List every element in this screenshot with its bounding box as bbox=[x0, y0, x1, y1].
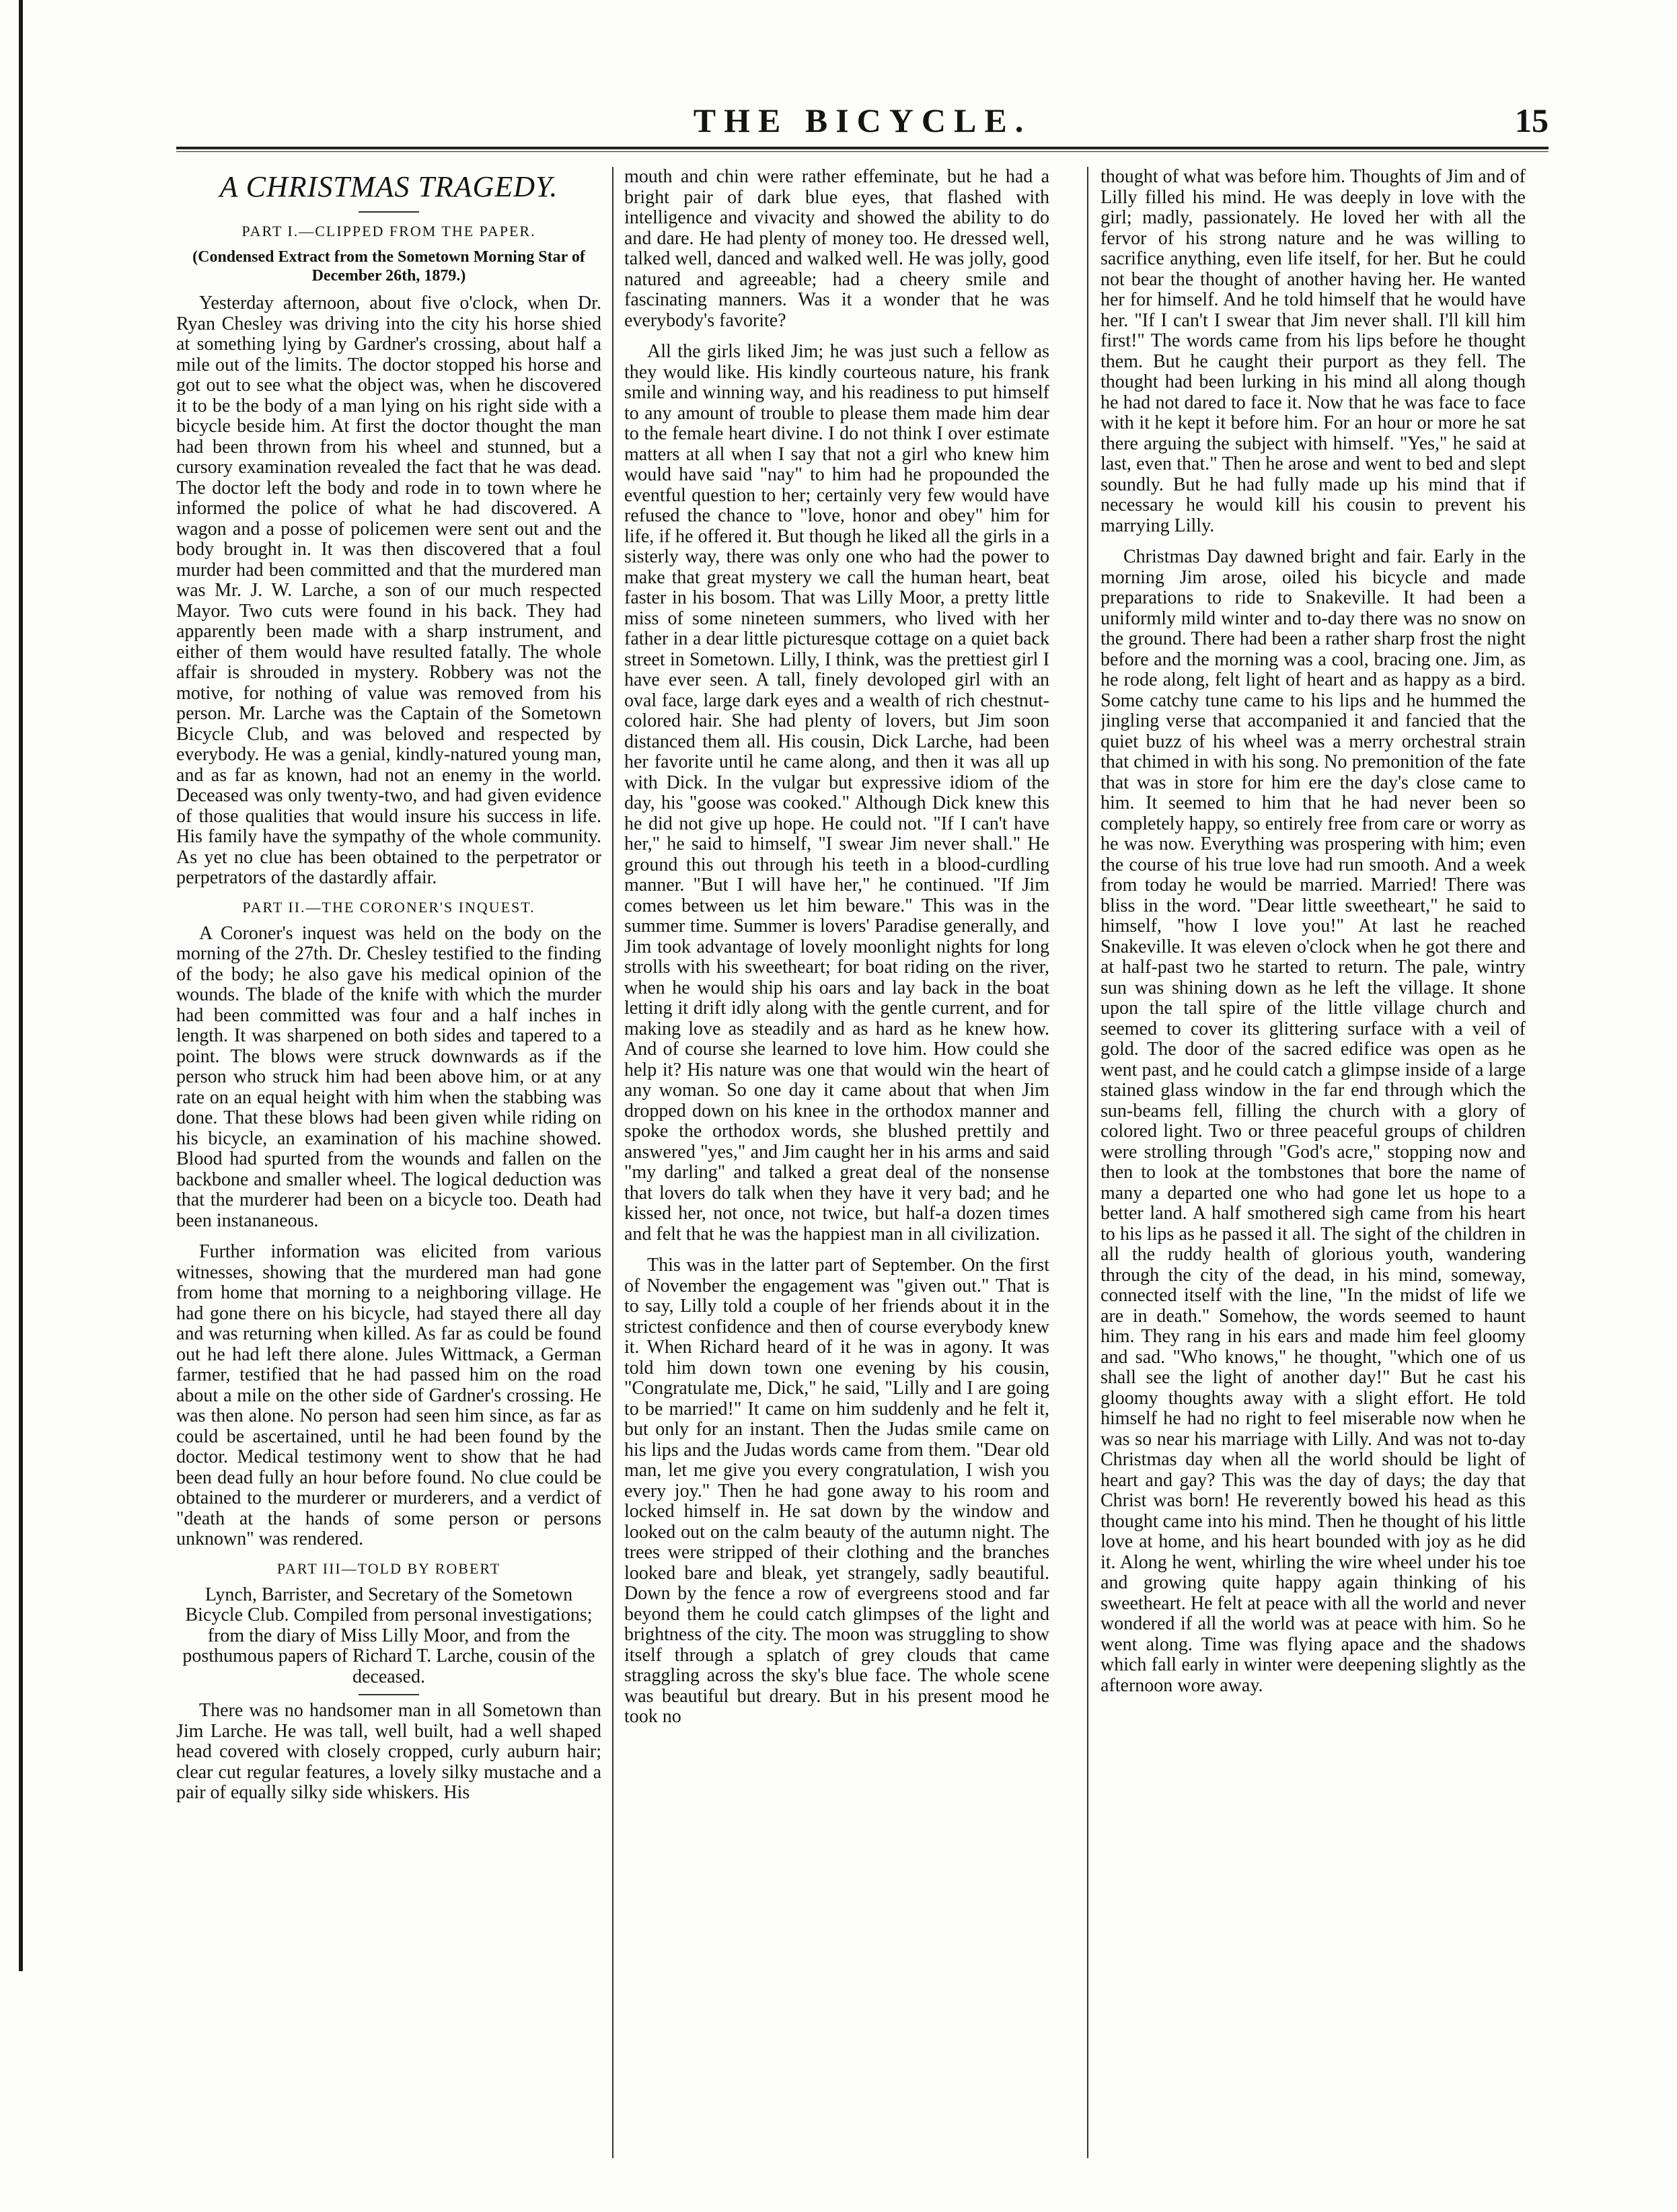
col3-paragraph: thought of what was before him. Thoughts of Jim and of Lilly filled his mind. He was deeply in love with the girl; madly, passionately. He loved her with all the fervor of his strong nature and he was willing to sacrifice anything, even life itself, for her. But he could not bear the thought of another having her. He wanted her for himself. And he told himself that he would have her. "If I can't I swear that Jim never shall. I'll kill him first!" The words came from his lips before he thought them. But he caught their purport as they fell. The thought had been lurking in his mind all along though he had not dared to face it. Now that he was face to face with it he kept it before him. For an hour or more he sat there arguing the subject with himself. "Yes," he said at last, even that." Then he arose and went to bed and slept soundly. But he had fully made up his mind that if necessary he would kill his cousin to prevent his marrying Lilly. bbox=[1101, 167, 1526, 536]
page-number: 15 bbox=[1515, 102, 1549, 139]
column-divider-2 bbox=[1087, 167, 1088, 2158]
column-1 bbox=[176, 167, 601, 2158]
page-header bbox=[176, 101, 1549, 141]
column-3 bbox=[1101, 167, 1526, 2158]
col2-paragraph: mouth and chin were rather effeminate, but he had a bright pair of dark blue eyes, that flashed with intelligence and vivacity and showed the ability to do and dare. He had plenty of money too. He dressed well, talked well, danced and walked well. He was jolly, good natured and agreeable; had a cheery smile and fascinating manners. Was it a wonder that he was everybody's favorite? bbox=[624, 167, 1049, 331]
header-rule bbox=[176, 147, 1549, 152]
byline-rule bbox=[359, 1694, 419, 1695]
part2-paragraph: Further information was elicited from various witnesses, showing that the murdered man had gone from home that morning to a neighboring village. He had gone there on his bicycle, had stayed there all day and was returning when killed. As far as could be found out he had left there alone. Jules Wittmack, a German farmer, testified that he had passed him on the road about a mile on the other side of Gardner's crossing. He was then alone. No person had seen him since, as far as could be ascertained, until he had been found by the doctor. Medical testimony went to show that he had been dead fully an hour before found. No clue could be obtained to the murderer or murderers, and a verdict of "death at the hands of some person or persons unknown" was rendered. bbox=[176, 1241, 601, 1549]
scan-edge bbox=[19, 0, 23, 1971]
col2-paragraph: This was in the latter part of September. On the first of November the engagement was "given out." That is to say, Lilly told a couple of her friends about it in the strictest confidence and then of course everybody knew it. When Richard heard of it he was in agony. It was told him down town one evening by his cousin, "Congratulate me, Dick," he said, "Lilly and I are going to be married!" It came on him suddenly and he felt it, but only for an instant. Then the Judas smile came on his lips and the Judas words came from them. "Dear old man, let me give you every congratulation, I wish you every joy." Then he had gone away to his room and locked himself in. He sat down by the window and looked out on the calm beauty of the autumn night. The trees were stripped of their clothing and the branches looked bare and bleak, yet strangely, sadly beautiful. Down by the fence a row of evergreens stood and far beyond them he could catch glimpses of the light and brightness of the city. The moon was struggling to show itself through a splatch of grey clouds that came straggling across the sky's blue face. The whole scene was beautiful but dreary. But in his present mood he took no bbox=[624, 1255, 1049, 1727]
part2-heading: PART II.—THE CORONER'S INQUEST. bbox=[242, 898, 535, 916]
column-divider-1 bbox=[612, 167, 613, 2158]
article-title: A CHRISTMAS TRAGEDY. bbox=[219, 170, 558, 203]
column-2 bbox=[624, 167, 1049, 2158]
part1-note: (Condensed Extract from the Sometown Morning Star of December 26th, 1879.) bbox=[192, 248, 585, 285]
title-rule bbox=[359, 211, 419, 213]
part3-paragraph: There was no handsomer man in all Sometown than Jim Larche. He was tall, well built, had a well shaped head covered with closely cropped, curly auburn hair; clear cut regular features, a lovely silky mustache and a pair of equally silky side whiskers. His bbox=[176, 1700, 601, 1803]
masthead-title: THE BICYCLE. bbox=[693, 102, 1032, 139]
part3-byline: Lynch, Barrister, and Secretary of the Sometown Bicycle Club. Compiled from personal investigations; from the diary of Miss Lilly Moor, and from the posthumous papers of Richard T. Larche, cousin of the deceased. bbox=[182, 1584, 595, 1687]
col2-paragraph: All the girls liked Jim; he was just such a fellow as they would like. His kindly courteous nature, his frank smile and winning way, and his readiness to put himself to any amount of trouble to please them made him dear to the female heart divine. I do not think I over estimate matters at all when I say that not a girl who knew him would have said "nay" to him had he propounded the eventful question to her; certainly very few would have refused the chance to "love, honor and obey" him for life, if he offered it. But though he liked all the girls in a sisterly way, there was only one who had the power to make that great mystery we call the human heart, beat faster in his bosom. That was Lilly Moor, a pretty little miss of some nineteen summers, who lived with her father in a dear little picturesque cottage on a quiet back street in Sometown. Lilly, I think, was the prettiest girl I have ever seen. A tall, finely devoloped girl with an oval face, large dark eyes and a wealth of rich chestnut-colored hair. She had plenty of lovers, but Jim soon distanced them all. His cousin, Dick Larche, had been her favorite until he came along, and then it was all up with Dick. In the vulgar but expressive idiom of the day, his "goose was cooked." Although Dick knew this he did not give up hope. He could not. "If I can't have her," he said to himself, "I swear Jim never shall." He ground this out through his teeth in a blood-curdling manner. "But I will have her," he continued. "If Jim comes between us let him beware." This was in the summer time. Summer is lovers' Paradise generally, and Jim took advantage of lovely moonlight nights for long strolls with his sweetheart; for boat riding on the river, when he would ship his oars and lay back in the boat letting it drift idly along with the gentle current, and for making love as steadily and as hard as he knew how. And of course she learned to love him. How could she help it? His nature was one that would win the heart of any woman. So one day it came about that when Jim dropped down on his knee in the orthodox manner and spoke the orthodox words, she blushed prettily and answered "yes," and Jim caught her in his arms and said "my darling" and talked a great deal of the nonsense that lovers do talk when they have it very bad; and he kissed her, not once, not twice, but half-a dozen times and felt that he was the happiest man in all civilization. bbox=[624, 341, 1049, 1245]
part3-heading: PART III—TOLD BY ROBERT bbox=[276, 1559, 501, 1577]
part1-paragraph: Yesterday afternoon, about five o'clock, when Dr. Ryan Chesley was driving into the city his horse shied at something lying by Gardner's crossing, about half a mile out of the limits. The doctor stopped his horse and got out to see what the object was, when he discovered it to be the body of a man lying on his right side with a bicycle beside him. At first the doctor thought the man had been thrown from his wheel and stunned, but a cursory examination revealed the fact that he was dead. The doctor left the body and rode in to town where he informed the police of what he had discovered. A wagon and a posse of policemen were sent out and the body brought in. It was then discovered that a foul murder had been committed and that the murdered man was Mr. J. W. Larche, a son of our much respected Mayor. Two cuts were found in his back. They had apparently been made with a sharp instrument, and either of them would have resulted fatally. The whole affair is shrouded in mystery. Robbery was not the motive, for nothing of value was removed from his person. Mr. Larche was the Captain of the Sometown Bicycle Club, and was beloved and respected by everybody. He was a genial, kindly-natured young man, and as far as known, had not an enemy in the world. Deceased was only twenty-two, and had given evidence of those qualities that would insure his success in life. His family have the sympathy of the whole community. As yet no clue has been obtained to the perpetrator or perpetrators of the dastardly affair. bbox=[176, 293, 601, 888]
part2-paragraph: A Coroner's inquest was held on the body on the morning of the 27th. Dr. Chesley testified to the finding of the body; he also gave his medical opinion of the wounds. The blade of the knife with which the murder had been committed was four and a half inches in length. It was sharpened on both sides and tapered to a point. The blows were struck downwards as if the person who struck him had been above him, or at any rate on an equal height with him when the stabbing was done. That these blows had been given while riding on his bicycle, an examination of his machine showed. Blood had spurted from the wounds and fallen on the backbone and smaller wheel. The logical deduction was that the murderer had been on a bicycle too. Death had been instananeous. bbox=[176, 922, 601, 1231]
col3-paragraph: Christmas Day dawned bright and fair. Early in the morning Jim arose, oiled his bicycle and made preparations to ride to Snakeville. It had been a uniformly mild winter and to-day there was no snow on the ground. There had been a rather sharp frost the night before and the morning was a cool, bracing one. Jim, as he rode along, felt light of heart and as happy as a bird. Some catchy tune came to his lips and he hummed the jingling verse that accompanied it and fancied that the quiet buzz of his wheel was a merry orchestral strain that chimed in with his song. No premonition of the fate that was in store for him ere the day's close came to him. It seemed to him that he had never been so completely happy, so entirely free from care or worry as he was now. Everything was prospering with him; even the course of his true love had run smooth. And a week from today he would be married. Married! There was bliss in the word. "Dear little sweetheart," he said to himself, "how I love you!" At last he reached Snakeville. It was eleven o'clock when he got there and at half-past two he started to return. The pale, wintry sun was shining down as he left the village. It shone upon the tall spire of the little village church and seemed to cover its glittering surface with a veil of gold. The door of the sacred edifice was open as he went past, and he could catch a glimpse inside of a large stained glass window in the far end through which the sun-beams fell, filling the church with a glory of colored light. Two or three peaceful groups of children were strolling through "God's acre," stopping now and then to look at the tombstones that bore the name of many a departed one who had gone let us hope to a better land. A half smothered sigh came from his heart to his lips as he passed it all. The sight of the children in all the ruddy health of glorious youth, wandering through the city of the dead, in his mind, someway, connected itself with the line, "In the midst of life we are in death." Somehow, the words seemed to haunt him. They rang in his ears and made him feel gloomy and sad. "Who knows," he thought, "which one of us shall see the light of another day!" But he cast his gloomy thoughts away with a slight effort. He told himself he had no right to feel miserable now when he was so near his marriage with Lilly. And was not to-day Christmas day when all the world should be light of heart and gay? This was the day of days; the day that Christ was born! He reverently bowed his head as this thought came into his mind. Then he thought of his little love at home, and his heart bounded with joy as he did it. Along he went, whirling the wire wheel under his toe and growing quite happy again thinking of his sweetheart. He felt at peace with all the world and never wondered if all the world was at peace with him. So he went along. Time was flying apace and the shadows which fall early in winter were deepening slightly as the afternoon wore away. bbox=[1101, 546, 1526, 1696]
part1-heading: PART I.—CLIPPED FROM THE PAPER. bbox=[241, 223, 536, 239]
